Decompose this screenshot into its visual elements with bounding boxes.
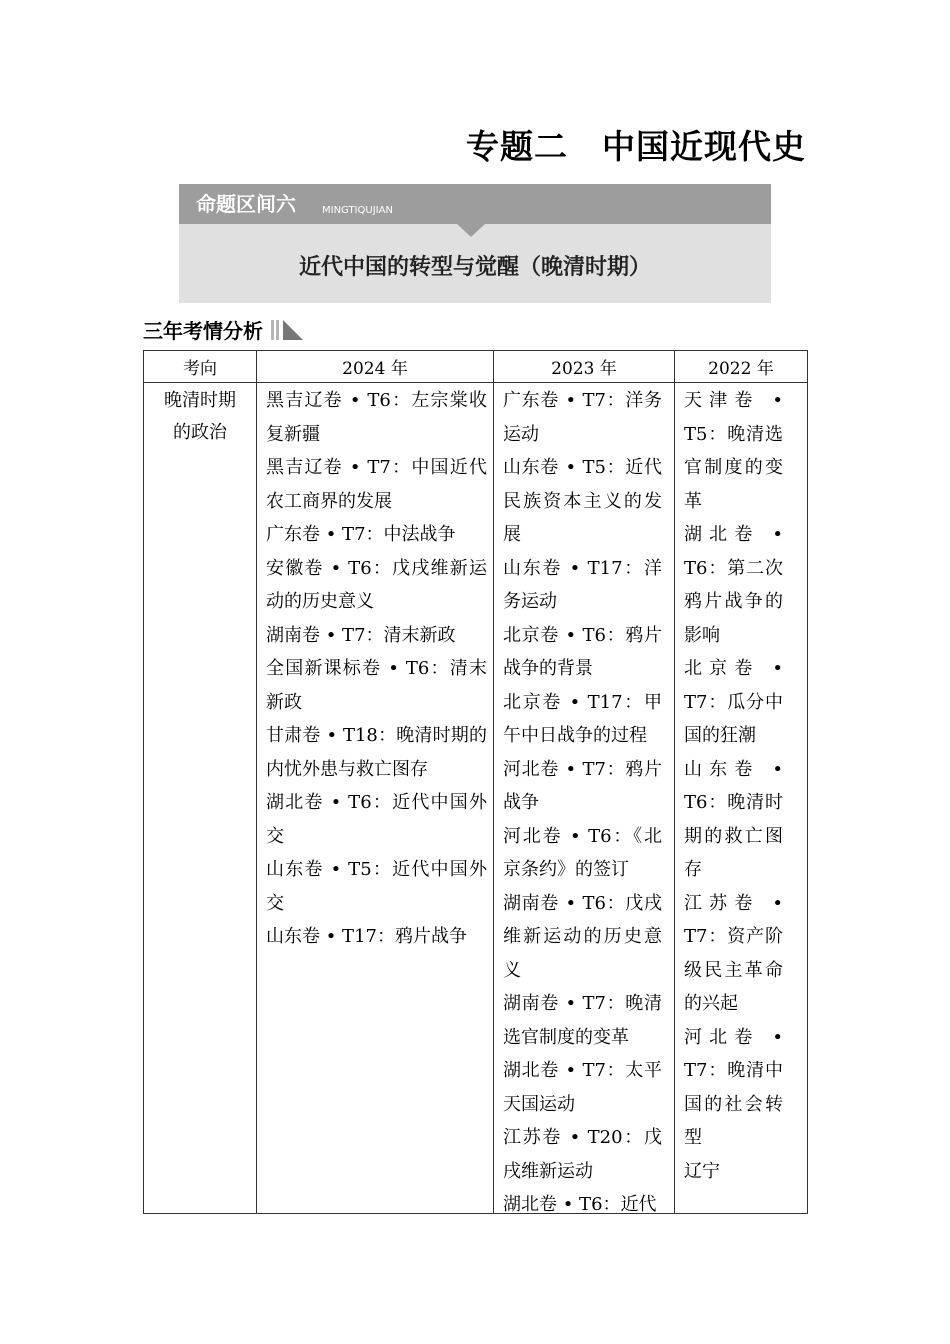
list-item: 北京卷 • T7：瓜分中国的狂潮 (684, 658, 783, 746)
list-item: 山东卷 • T5：近代中国外交 (266, 859, 487, 914)
section-banner (179, 184, 771, 303)
list-item: 河北卷 • T7：鸦片战争 (503, 758, 662, 813)
list-item: 湖北卷 • T7：太平天国运动 (503, 1060, 662, 1115)
table-header-row (144, 351, 808, 383)
banner-pinyin: MINGTIQUJIAN (322, 205, 393, 216)
list-item: 甘肃卷 • T18：晚清时期的内忧外患与救亡图存 (266, 725, 487, 780)
list-item: 全国新课标卷 • T6：清末新政 (266, 658, 487, 713)
list-item: 黑吉辽卷 • T7：中国近代农工商界的发展 (266, 457, 487, 512)
section-heading (143, 314, 303, 344)
table-row (144, 383, 808, 1214)
page-title: 专题二 中国近现代史 (466, 127, 806, 166)
topic-cell (144, 383, 257, 1214)
list-item: 黑吉辽卷 • T6：左宗棠收复新疆 (266, 390, 487, 445)
list-item: 山东卷 • T17：鸦片战争 (266, 926, 467, 947)
list-item: 广东卷 • T7：洋务运动 (503, 390, 662, 445)
list-item: 北京卷 • T17：甲午中日战争的过程 (503, 691, 662, 746)
banner-notch-decoration (457, 224, 485, 237)
list-item: 湖北卷 • T6：第二次鸦片战争的影响 (684, 524, 783, 646)
list-item: 安徽卷 • T6：戊戌维新运动的历史意义 (266, 557, 487, 612)
cell-2023 (494, 383, 675, 1214)
list-item: 辽宁 (684, 1160, 720, 1182)
list-item: 江苏卷 • T20：戊戌维新运动 (503, 1127, 662, 1182)
list-item: 山东卷 • T6：晚清时期的救亡图存 (684, 758, 783, 880)
header-2022: 2022 年 (675, 351, 808, 383)
cell-2024 (257, 383, 494, 1214)
list-item: 广东卷 • T7：中法战争 (266, 524, 456, 545)
list-item: 江苏卷 • T7：资产阶级民主革命的兴起 (684, 892, 783, 1014)
header-topic: 考向 (144, 351, 257, 383)
topic-text: 晚清时期的政治 (164, 390, 236, 443)
header-2023: 2023 年 (494, 351, 675, 383)
banner-label: 命题区间六 (196, 192, 296, 216)
list-item: 湖北卷 • T6：近代 (503, 1194, 657, 1212)
list-item: 山东卷 • T5：近代民族资本主义的发展 (503, 457, 662, 545)
header-2024: 2024 年 (257, 351, 494, 383)
list-item: 天津卷 • T5：晚清选官制度的变革 (684, 390, 783, 512)
list-item: 北京卷 • T6：鸦片战争的背景 (503, 624, 662, 679)
list-item: 山东卷 • T17：洋务运动 (503, 557, 662, 612)
exam-analysis-table (143, 350, 808, 1214)
list-item: 河北卷 • T6：《北京条约》的签订 (503, 825, 662, 880)
list-item: 河北卷 • T7：晚清中国的社会转型 (684, 1026, 783, 1148)
cell-2022 (675, 383, 808, 1214)
list-item: 湖南卷 • T7：清末新政 (266, 624, 456, 646)
list-item: 湖北卷 • T6：近代中国外交 (266, 792, 487, 847)
list-item: 湖南卷 • T6：戊戌维新运动的历史意义 (503, 892, 662, 981)
banner-topic: 近代中国的转型与觉醒（晚清时期） (298, 255, 651, 280)
section-heading-text: 三年考情分析 (143, 318, 263, 343)
list-item: 湖南卷 • T7：晚清选官制度的变革 (503, 993, 662, 1048)
heading-decoration-icon (271, 318, 303, 340)
